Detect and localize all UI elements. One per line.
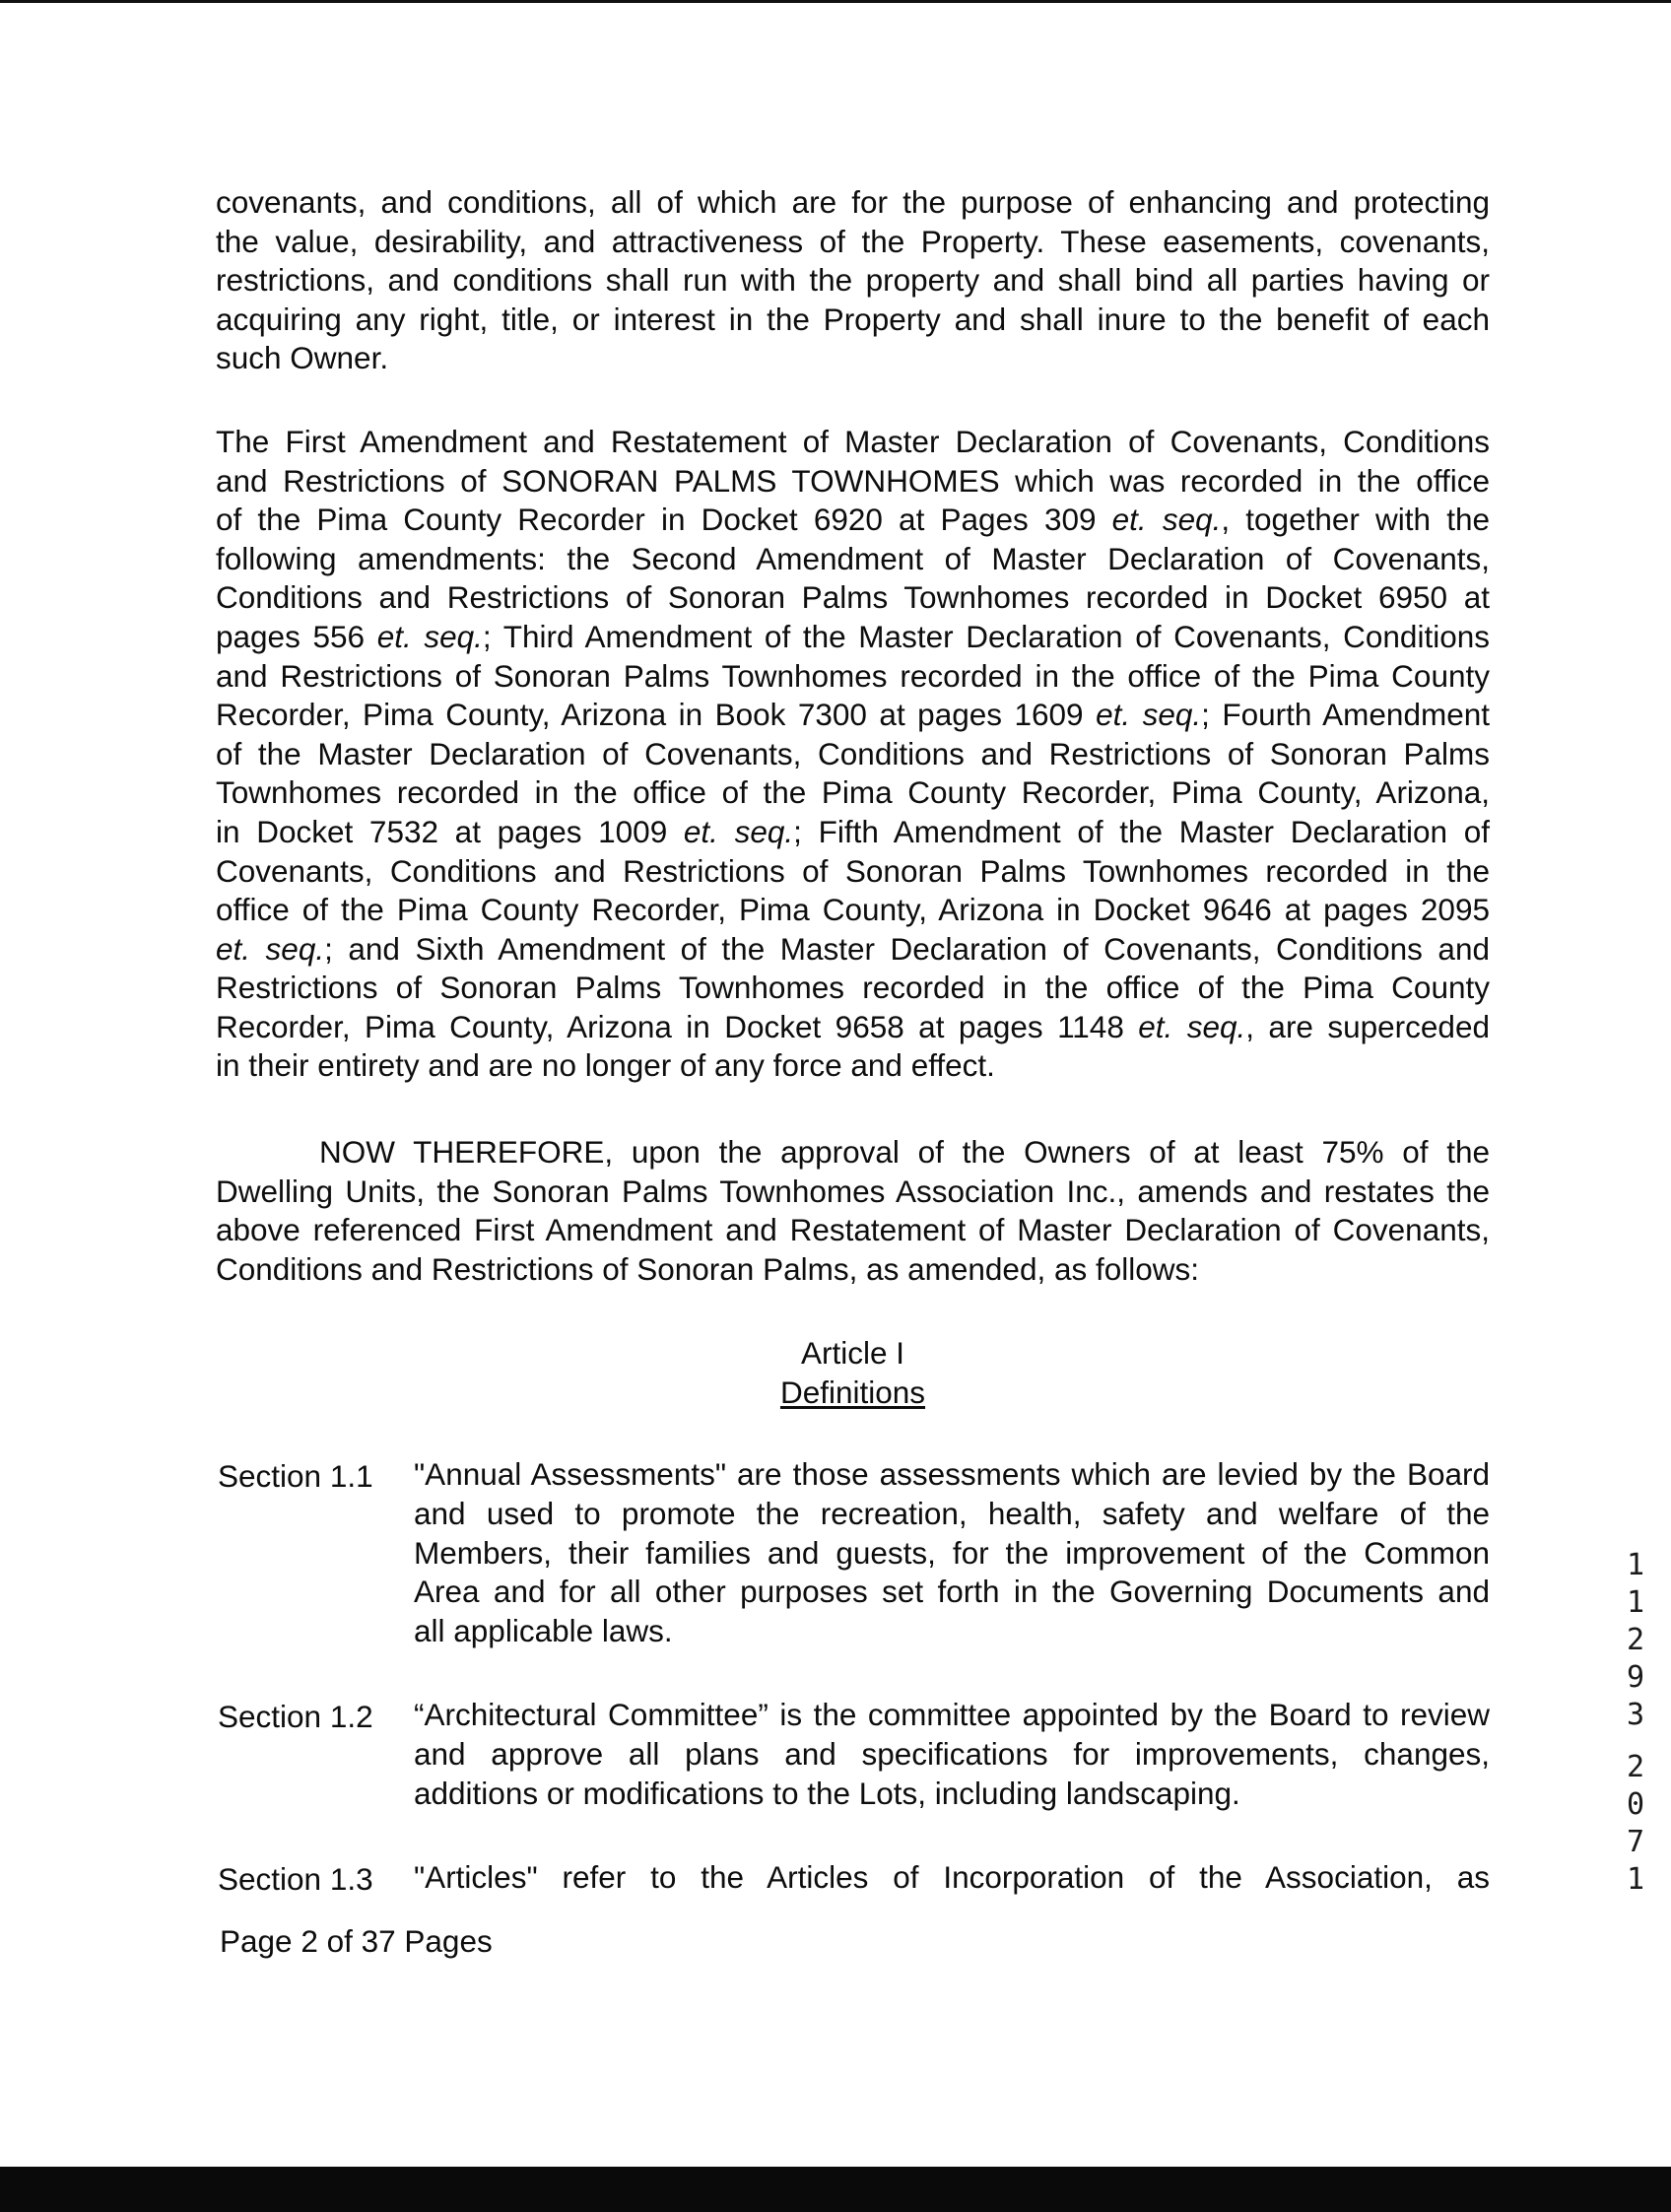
document-page (216, 183, 1490, 1943)
text-line (216, 462, 1490, 502)
text-line (216, 1008, 1490, 1047)
text-segment: and Restrictions of SONORAN PALMS TOWNHOMES which was recorded in the office (216, 462, 1490, 499)
text-line: "Articles" refer to the Articles of Incorporation of the Association, as (414, 1859, 1490, 1896)
section-1-3 (216, 1858, 1490, 1898)
text-segment: Conditions and Restrictions of Sonoran Palms Townhomes recorded in Docket 6950 at (216, 579, 1490, 616)
stamp-digit: 0 (1626, 1787, 1645, 1822)
text-segment: Restrictions of Sonoran Palms Townhomes recorded in the office of the Pima County (216, 970, 1490, 1006)
text-segment: ; Third Amendment of the Master Declaration of Covenants, Conditions (482, 618, 1490, 654)
stamp-digit: 7 (1626, 1825, 1645, 1859)
stamp-digit: 1 (1626, 1585, 1645, 1620)
text-line (216, 578, 1490, 618)
text-segment: Townhomes recorded in the office of the Pima County Recorder, Pima County, Arizona, (216, 774, 1490, 811)
stamp-digit: 9 (1626, 1660, 1645, 1695)
text-line: Area and for all other purposes set forth in the Governing Documents and (414, 1574, 1490, 1610)
text-line: "Annual Assessments" are those assessments which are levied by the Board (414, 1456, 1490, 1493)
text-line (216, 501, 1490, 540)
section-body (414, 1696, 1490, 1813)
text-segment: of the Pima County Recorder in Docket 6920 at Pages 309 (216, 502, 1112, 538)
text-segment: ; Fifth Amendment of the Master Declaration of (793, 813, 1490, 849)
text-segment: office of the Pima County Recorder, Pima County, Arizona in Docket 9646 at pages 2095 (216, 892, 1490, 928)
section-label: Section 1.2 (218, 1699, 373, 1735)
article-title: Definitions (779, 1374, 926, 1411)
text-segment: , together with the (1221, 502, 1490, 538)
text-line (216, 1046, 1490, 1086)
scan-border-bottom (0, 2167, 1671, 2212)
text-segment: Recorder, Pima County, Arizona in Book 7300 at pages 1609 (216, 697, 1097, 733)
text-segment: ; and Sixth Amendment of the Master Declaration of Covenants, Conditions and (324, 930, 1490, 967)
text-line: Members, their families and guests, for the improvement of the Common (414, 1534, 1490, 1571)
text-line: Conditions and Restrictions of Sonoran Palms, as amended, as follows: (216, 1250, 1200, 1287)
text-line: Dwelling Units, the Sonoran Palms Townhomes Association Inc., amends and restates the (216, 1173, 1490, 1209)
text-line (216, 930, 1490, 970)
intro-paragraph (216, 183, 1490, 378)
text-segment: Recorder, Pima County, Arizona in Docket 9658 at pages 1148 (216, 1008, 1139, 1044)
stamp-digit: 2 (1626, 1750, 1645, 1784)
text-line: such Owner. (216, 340, 389, 376)
text-line (216, 618, 1490, 657)
article-heading (216, 1333, 1490, 1412)
text-segment: in their entirety and are no longer of any force and effect. (216, 1047, 995, 1084)
text-line: the value, desirability, and attractiveness of the Property. These easements, covenants, (216, 223, 1490, 259)
text-segment: of the Master Declaration of Covenants, Conditions and Restrictions of Sonoran Palms (216, 735, 1490, 771)
stamp-digit: 2 (1626, 1623, 1645, 1657)
page-number-footer: Page 2 of 37 Pages (220, 1923, 493, 1959)
text-line: additions or modifications to the Lots, including landscaping. (414, 1775, 1240, 1811)
italic-citation: et. seq. (216, 930, 325, 967)
scan-border-top (0, 0, 1671, 3)
amendments-paragraph (216, 423, 1490, 1086)
article-number: Article I (800, 1335, 905, 1372)
section-label: Section 1.3 (218, 1861, 373, 1898)
italic-citation: et. seq. (1138, 1008, 1246, 1044)
stamp-digit: 1 (1626, 1548, 1645, 1582)
text-segment: following amendments: the Second Amendment of Master Declaration of Covenants, (216, 540, 1490, 576)
text-line (216, 891, 1490, 930)
text-line (216, 735, 1490, 774)
text-line (216, 657, 1490, 697)
text-line: NOW THEREFORE, upon the approval of the Owners of at least 75% of the (319, 1134, 1490, 1171)
text-line: all applicable laws. (414, 1612, 673, 1648)
section-label: Section 1.1 (218, 1458, 373, 1495)
text-line: restrictions, and conditions shall run with the property and shall bind all parties having or (216, 262, 1490, 299)
recording-stamp-upper (1616, 1547, 1655, 1734)
italic-citation: et. seq. (1111, 502, 1222, 538)
text-line: above referenced First Amendment and Restatement of Master Declaration of Covenants, (216, 1212, 1490, 1248)
text-segment: ; Fourth Amendment (1201, 697, 1490, 733)
text-line: and approve all plans and specifications for improvements, changes, (414, 1736, 1490, 1772)
recording-stamp-lower (1616, 1749, 1655, 1899)
text-segment: The First Amendment and Restatement of Master Declaration of Covenants, Conditions (216, 423, 1490, 459)
text-line (216, 969, 1490, 1008)
text-line: and used to promote the recreation, health, safety and welfare of the (414, 1496, 1490, 1532)
section-1-1 (216, 1455, 1490, 1650)
text-line (216, 773, 1490, 813)
text-line (216, 852, 1490, 892)
text-segment: in Docket 7532 at pages 1009 (216, 813, 684, 849)
text-line (216, 540, 1490, 579)
section-body (414, 1858, 1490, 1898)
stamp-digit: 1 (1626, 1862, 1645, 1897)
text-segment: , are superceded (1245, 1008, 1490, 1044)
text-line: covenants, and conditions, all of which are for the purpose of enhancing and protecting (216, 184, 1490, 220)
text-line (216, 813, 1490, 852)
text-segment: pages 556 (216, 618, 377, 654)
text-line (216, 423, 1490, 462)
section-1-2 (216, 1696, 1490, 1813)
text-line (216, 696, 1490, 735)
text-segment: Covenants, Conditions and Restrictions of Sonoran Palms Townhomes recorded in the (216, 852, 1490, 889)
italic-citation: et. seq. (683, 813, 794, 849)
stamp-digit: 3 (1626, 1698, 1645, 1732)
text-line: “Architectural Committee” is the committee appointed by the Board to review (414, 1697, 1490, 1733)
text-segment: and Restrictions of Sonoran Palms Townhomes recorded in the office of the Pima County (216, 657, 1490, 694)
section-body (414, 1455, 1490, 1650)
text-line: acquiring any right, title, or interest in the Property and shall inure to the benefit of each (216, 301, 1490, 337)
italic-citation: et. seq. (1096, 697, 1202, 733)
italic-citation: et. seq. (376, 618, 483, 654)
now-therefore-paragraph (216, 1133, 1490, 1289)
